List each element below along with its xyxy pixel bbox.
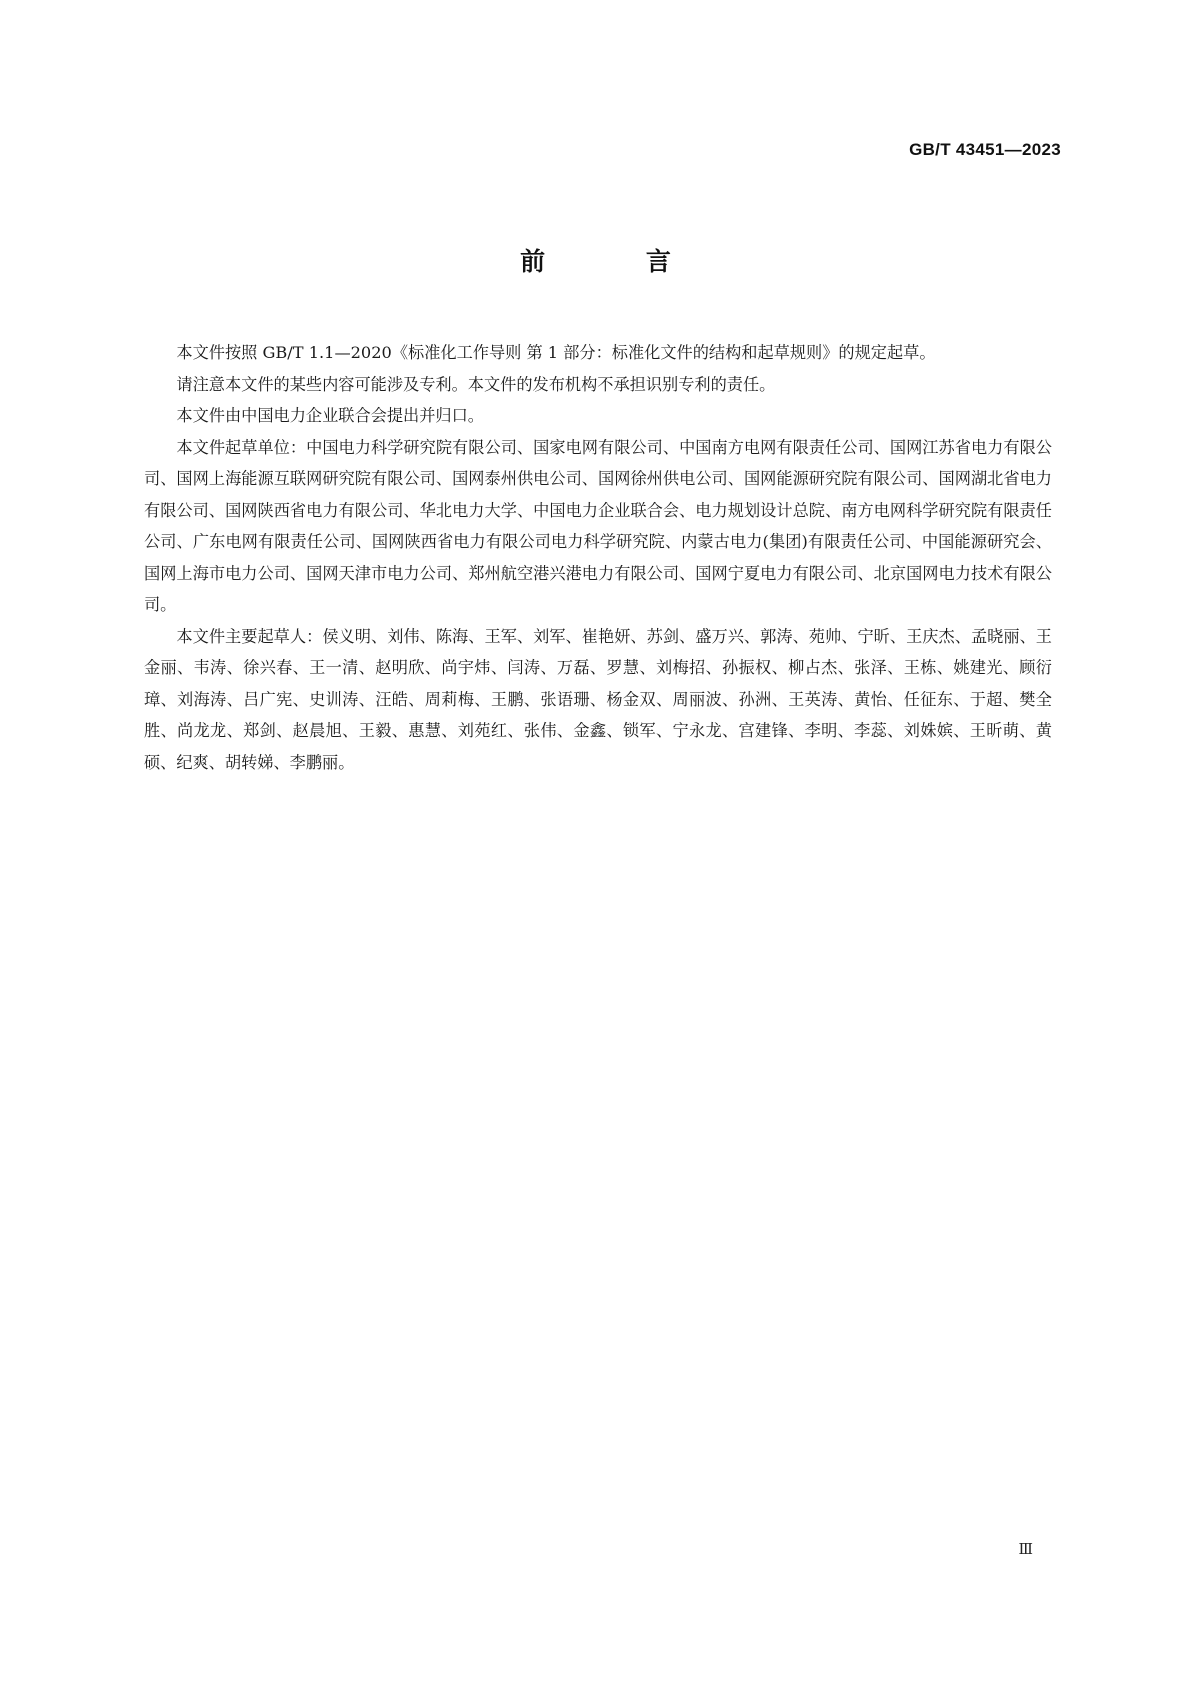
paragraph-drafting-rules: 本文件按照 GB/T 1.1—2020《标准化工作导则 第 1 部分：标准化文件的结构和起草规则》的规定起草。 [176,343,936,362]
paragraph-drafting-units: 本文件起草单位：中国电力科学研究院有限公司、国家电网有限公司、中国南方电网有限责任公司、国网江苏省电力有限公司、国网上海能源互联网研究院有限公司、国网泰州供电公司、国网徐州供电公司、国网能源研究院有限公司、国网湖北省电力有限公司、国网陕西省电力有限公司、华北电力大学、中国电力企业联合会、电力规划设计总院、南方电网科学研究院有限责任公司、广东电网有限责任公司、国网陕西省电力有限公司电力科学研究院、内蒙古电力(集团)有限责任公司、中国能源研究会、国网上海市电力公司、国网天津市电力公司、郑州航空港兴港电力有限公司、国网宁夏电力有限公司、北京国网电力技术有限公司。 [144,437,1052,614]
page-number: Ⅲ [1018,1540,1033,1558]
standard-number: GB/T 43451—2023 [909,140,1061,159]
paragraph-drafters: 本文件主要起草人：侯义明、刘伟、陈海、王军、刘军、崔艳妍、苏剑、盛万兴、郭涛、苑帅、宁昕、王庆杰、孟晓丽、王金丽、韦涛、徐兴春、王一清、赵明欣、尚宇炜、闫涛、万磊、罗慧、刘梅招、孙振权、柳占杰、张泽、王栋、姚建光、顾衍璋、刘海涛、吕广宪、史训涛、汪皓、周莉梅、王鹏、张语珊、杨金双、周丽波、孙洲、王英涛、黄怡、任征东、于超、樊全胜、尚龙龙、郑剑、赵晨旭、王毅、惠慧、刘苑红、张伟、金鑫、锁军、宁永龙、宫建锋、李明、李蕊、刘姝嫔、王昕萌、黄硕、纪爽、胡转娣、李鹏丽。 [144,626,1052,772]
document-body [144,337,1052,778]
page-title: 前 言 [520,247,717,276]
paragraph-proposer: 本文件由中国电力企业联合会提出并归口。 [176,406,484,425]
paragraph-patent-notice: 请注意本文件的某些内容可能涉及专利。本文件的发布机构不承担识别专利的责任。 [176,374,776,394]
